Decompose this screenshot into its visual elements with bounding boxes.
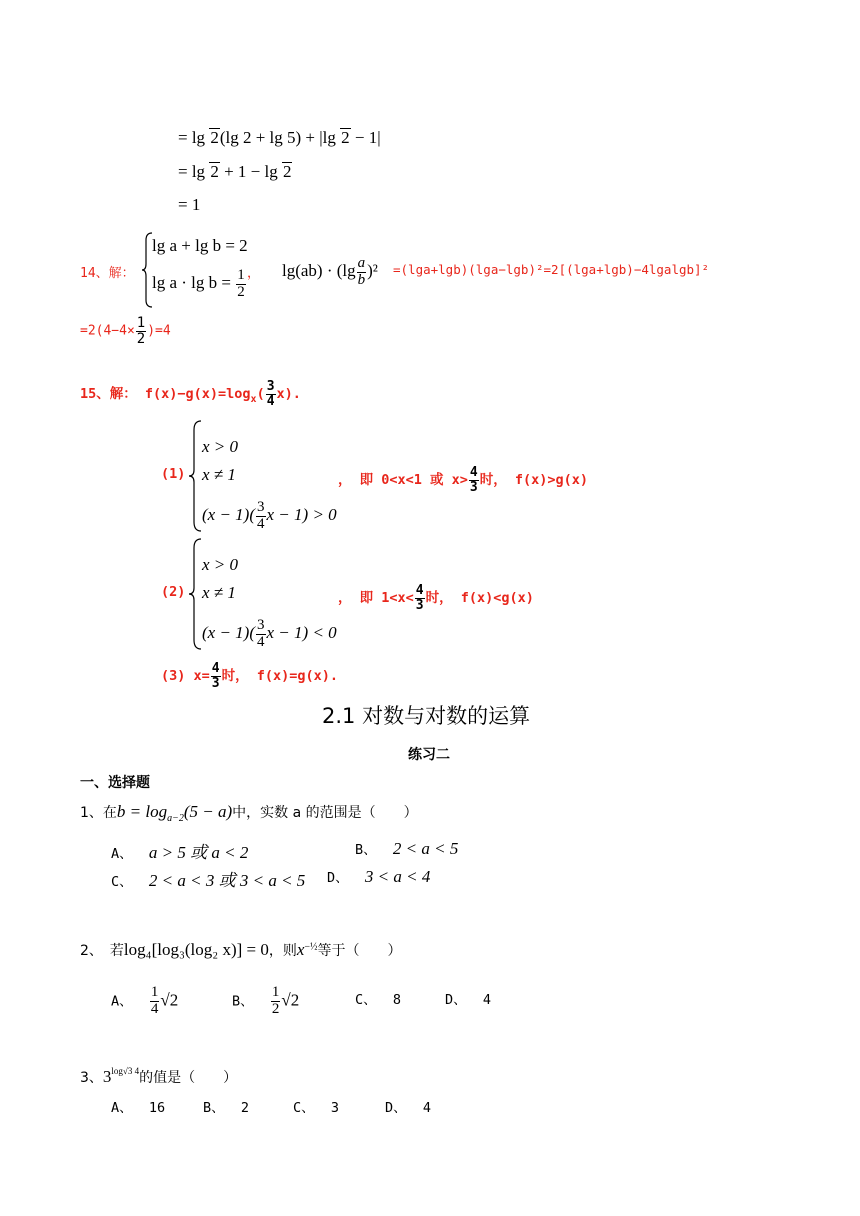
question-3-option-b[interactable]: B、 2 xyxy=(203,1100,250,1116)
question-2-option-d[interactable]: D、 4 xyxy=(445,992,492,1008)
case1-label: (1) xyxy=(161,466,186,482)
part-heading: 一、选择题 xyxy=(80,775,150,791)
section-title: 2.1 对数与对数的运算 xyxy=(322,704,531,728)
case3: (3) x= $\frac{4}{3}$ 时， f(x)=g(x). xyxy=(161,661,339,691)
question-1-option-b[interactable]: B、 2 < a < 5 xyxy=(355,839,459,858)
case1-row-2: x ≠ 1 xyxy=(202,465,236,484)
q14-expression-rest: =(lga+lgb)(lga−lgb)²=2[(lga+lgb)−4lgalgb]² xyxy=(393,262,710,277)
question-3-option-d[interactable]: D、 4 xyxy=(385,1100,432,1116)
q14-system-line-1: lg a + lg b = 2 xyxy=(152,236,248,255)
question-2-option-a[interactable]: A、 $\frac{1}{4}$ √2 xyxy=(111,984,179,1017)
case2-result: ， 即 1<x< $\frac{4}{3}$ 时， f(x)<g(x) xyxy=(338,583,534,613)
question-1-option-d[interactable]: D、 3 < a < 4 xyxy=(327,867,431,886)
case2-brace xyxy=(188,538,202,650)
q14-system-line-2: lg a · lg b = $\frac{1}{2}$ xyxy=(152,267,245,300)
case1-result: ， 即 0<x<1 或 x> $\frac{4}{3}$ 时， f(x)>g(x) xyxy=(338,465,589,495)
q14-expression-left: lg(ab) · (lg $\frac{a}{b}$ )² xyxy=(282,255,378,288)
question-3-option-a[interactable]: A、 16 xyxy=(111,1100,166,1116)
subtitle: 练习二 xyxy=(408,747,450,763)
case2-row-3: (x − 1)( $\frac{3}{4}$ x − 1) < 0 xyxy=(202,617,337,650)
case1-row-3: (x − 1)( $\frac{3}{4}$ x − 1) > 0 xyxy=(202,499,337,532)
case1-brace xyxy=(188,420,202,532)
question-3-option-c[interactable]: C、 3 xyxy=(293,1100,340,1116)
question-2-stem: 2、 若log₄[log₃(log₂ x)] = 0，则$x^{-\frac{1}{2}}$等于（ ） xyxy=(80,940,402,959)
q14-line-2: =2(4−4× $\frac{1}{2}$ )=4 xyxy=(80,315,171,347)
case2-label: (2) xyxy=(161,584,186,600)
question-1-option-c[interactable]: C、 2 < a < 3 或 3 < a < 5 xyxy=(111,871,306,890)
derivation-line-3: = 1 xyxy=(178,195,201,214)
case2-row-2: x ≠ 1 xyxy=(202,583,236,602)
q15-label: 15、解： $f(x)-g(x)=\log_x$( $\frac{3}{4}$ x). xyxy=(80,379,301,409)
derivation-line-1: = lg 2(lg 2 + lg 5) + |lg 2 − 1| xyxy=(178,128,381,147)
question-2-option-b[interactable]: B、 $\frac{1}{2}$ √2 xyxy=(232,984,300,1017)
question-3-stem: 3、$3^{log√3 4}$的值是（ ） xyxy=(80,1066,238,1086)
case2-row-1: x > 0 xyxy=(202,555,239,574)
derivation-line-2: = lg 2 + 1 − lg 2 xyxy=(178,162,292,181)
question-2-option-c[interactable]: C、 8 xyxy=(355,992,402,1008)
question-1-option-a[interactable]: A、 a > 5 或 a < 2 xyxy=(111,843,249,862)
case1-row-1: x > 0 xyxy=(202,437,239,456)
q14-comma: ， xyxy=(247,266,261,281)
question-1-stem: 1、在$b = \log_{a-2}(5 - a)$中，实数 a 的范围是（ ） xyxy=(80,802,418,824)
q14-label: 14、解： xyxy=(80,266,135,281)
